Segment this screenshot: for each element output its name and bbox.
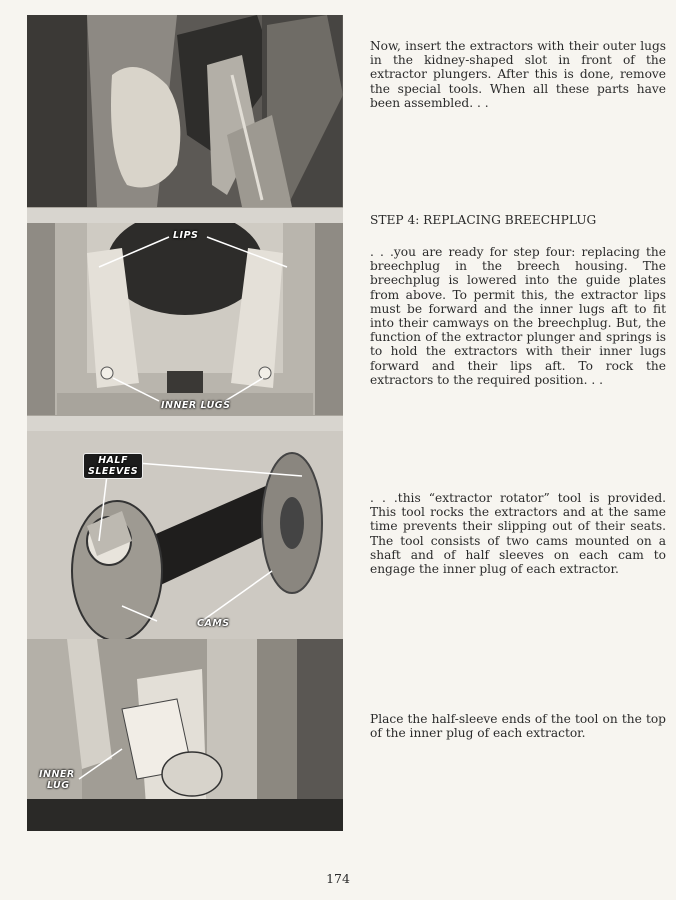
photo-extractor-insertion-art: [27, 15, 343, 207]
photo-extractor-rotator-tool: [27, 431, 343, 639]
paragraph-insert-extractors: Now, insert the extractors with their outer lugs in the kidney-shaped slot in front of the extractor plungers. After this is done, remove the special tools. When all these parts have been assembled. . .: [370, 39, 666, 110]
paragraph-extractor-rotator: . . .this “extractor rotator” tool is provided. This tool rocks the extractors and at the same time prevents their slipping out of their seats. The tool consists of two cams mounted on a shaft and of half sleeves on each cam to engage the inner plug of each extractor.: [370, 491, 666, 577]
photo-extractor-insertion: [27, 15, 343, 207]
label-half-sleeves-line1: HALF: [98, 455, 128, 466]
step-4-heading: STEP 4: REPLACING BREECHPLUG: [370, 213, 597, 227]
photo-extractor-rotator-tool-art: [27, 431, 343, 639]
label-cams: CAMS: [197, 618, 230, 629]
photo-tool-on-inner-plug-art: [27, 639, 343, 831]
photo-tool-on-inner-plug: [27, 639, 343, 831]
label-inner-lug-line2: LUG: [47, 780, 70, 791]
paragraph-replacing-breechplug: . . .you are ready for step four: replacing the breechplug in the breech housing. The breechplug is lowered into the guide plates from above. To permit this, the extractor lips must be forward and the inner lugs aft to fit into their camways on the breechplug. But, the function of the extractor plunger and springs is to hold the extractors with their inner lugs forward and their lips aft. To rock the extractors to the required position. . .: [370, 245, 666, 387]
label-inner-lugs: INNER LUGS: [161, 400, 231, 411]
label-inner-lug-line1: INNER: [39, 769, 75, 780]
label-lips: LIPS: [173, 230, 199, 241]
page-number: 174: [326, 871, 350, 886]
label-half-sleeves: [83, 453, 143, 479]
photo-breech-housing-art: [27, 223, 343, 415]
photo-breech-housing: [27, 223, 343, 415]
label-inner-lug: [39, 769, 75, 791]
illustration-column: [27, 15, 343, 831]
paragraph-place-half-sleeve: Place the half-sleeve ends of the tool on the top of the inner plug of each extractor.: [370, 712, 666, 741]
label-half-sleeves-line2: SLEEVES: [88, 466, 139, 477]
